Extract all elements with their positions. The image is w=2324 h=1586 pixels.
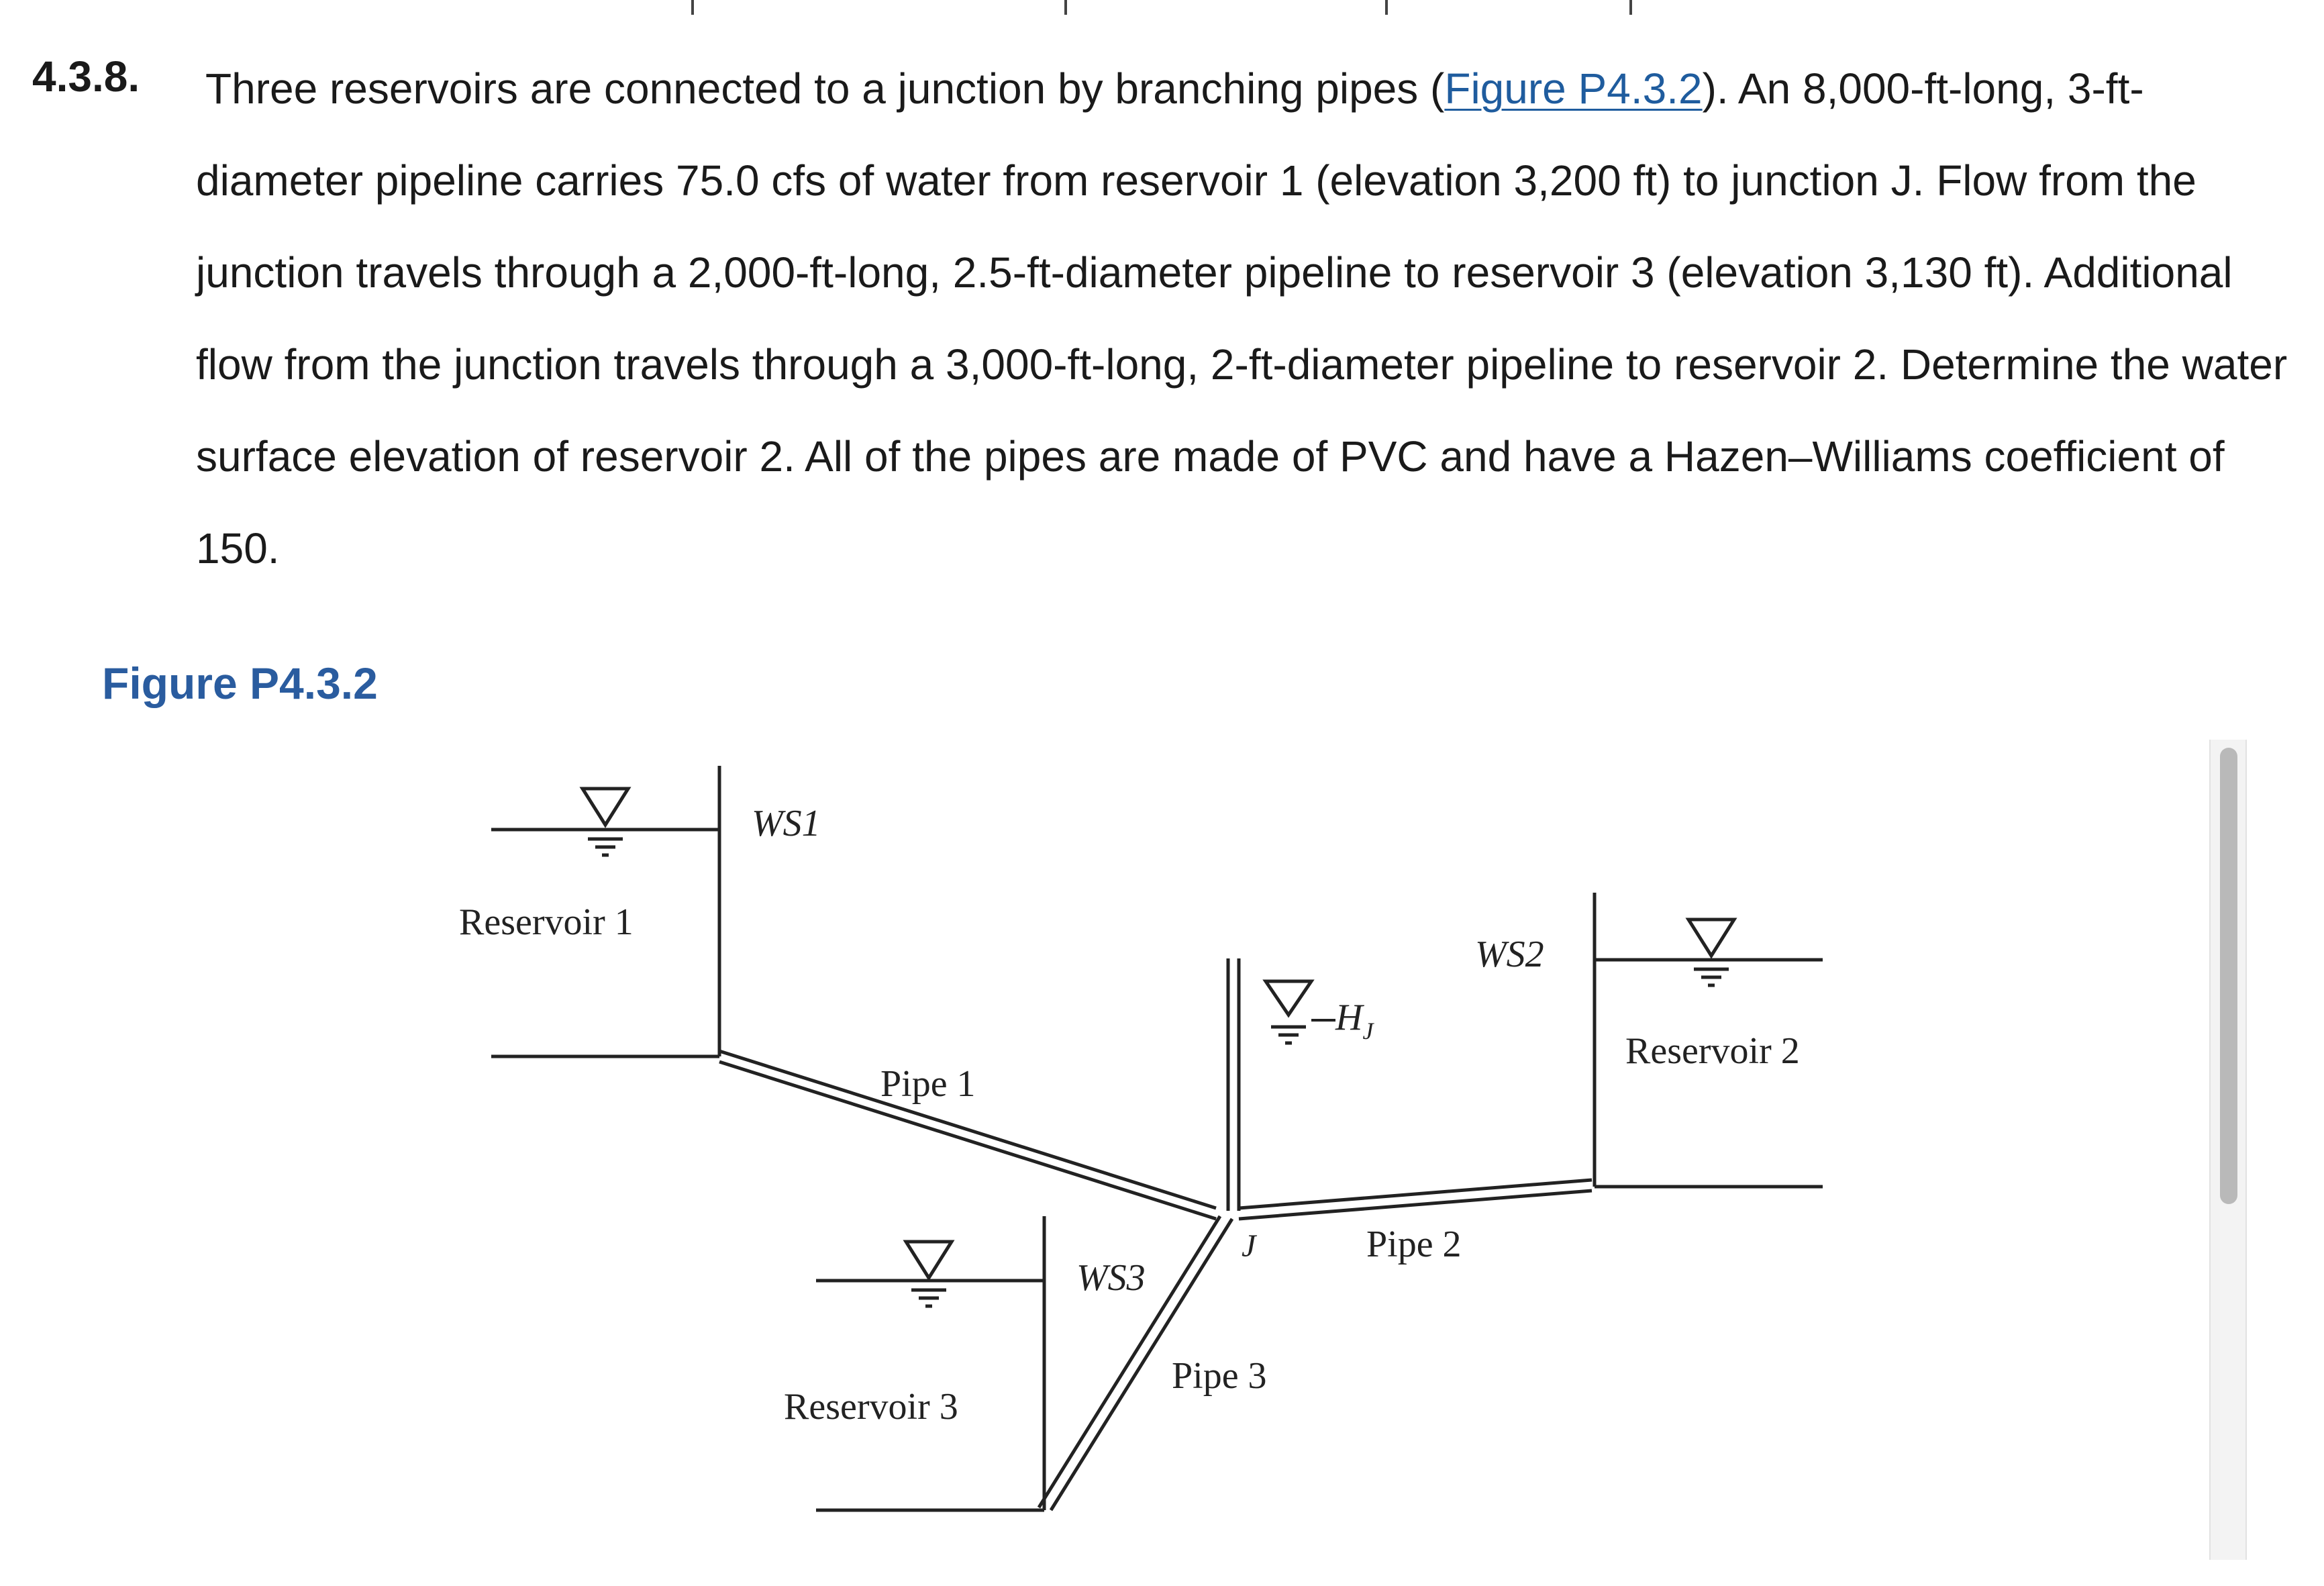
ws2-label: WS2 (1475, 934, 1544, 975)
problem-text-rest: ). An 8,000-ft-long, 3-ft-diameter pipeline carries 75.0 cfs of water from reservoir 1 (elevation 3,200 ft) to junction J. Flow from the junction travels through a 2,000-ft-long, 2.5-ft-diameter pipeline to reservoir 3 (elevation 3,130 ft). Additional flow from the junction travels through a 3,000-ft-long, 2-ft-diameter pipeline to reservoir 2. Determine the water surface elevation of reservoir 2. All of the pipes are made of PVC and have a Hazen–Williams coefficient of 150. (196, 64, 2288, 573)
reservoir3-label: Reservoir 3 (784, 1386, 958, 1428)
reservoir2-label: Reservoir 2 (1625, 1030, 1800, 1072)
hj-subscript: J (1362, 1018, 1374, 1044)
water-level-symbol (583, 789, 628, 855)
water-level-symbol (1266, 981, 1311, 1043)
hj-main: H (1335, 997, 1363, 1038)
water-level-symbol (906, 1242, 952, 1306)
pipe3-label: Pipe 3 (1172, 1355, 1267, 1397)
figure-caption: Figure P4.3.2 (102, 658, 378, 708)
pipe2-label: Pipe 2 (1366, 1224, 1462, 1265)
water-level-symbol (1688, 920, 1734, 985)
vertical-scrollbar[interactable] (2209, 740, 2247, 1560)
ws1-label: WS1 (752, 803, 821, 844)
figure-link[interactable]: Figure P4.3.2 (1444, 64, 1703, 113)
pipe1-label: Pipe 1 (880, 1063, 976, 1105)
reservoir1-label: Reservoir 1 (459, 901, 634, 943)
hj-label (1335, 997, 1374, 1044)
junction-label: J (1242, 1228, 1256, 1264)
problem-text-start: Three reservoirs are connected to a junction by branching pipes ( (205, 64, 1445, 113)
scrollbar-thumb[interactable] (2220, 748, 2237, 1204)
problem-number: 4.3.8. (32, 52, 140, 101)
ws3-label: WS3 (1076, 1257, 1146, 1299)
